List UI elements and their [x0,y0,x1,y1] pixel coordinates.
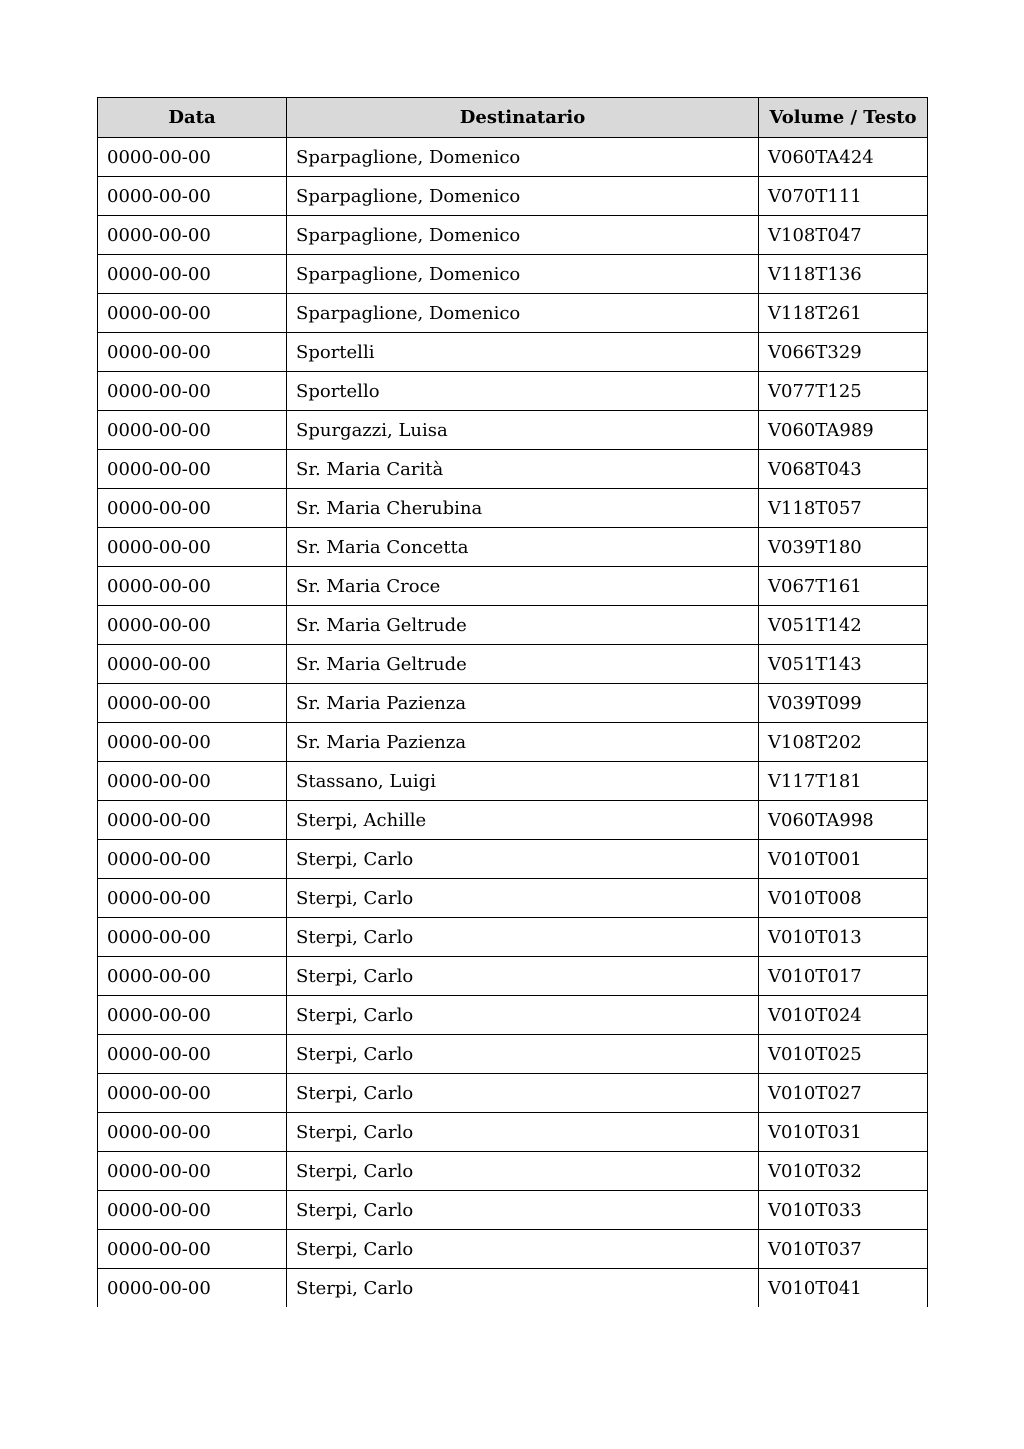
table-row [98,1269,928,1308]
table-row [98,957,928,996]
date-cell: 0000-00-00 [98,216,287,255]
volume-text-cell: V039T180 [759,528,928,567]
header-date: Data [98,98,287,138]
table-row [98,177,928,216]
recipient-cell: Sr. Maria Croce [287,567,759,606]
recipient-cell: Sparpaglione, Domenico [287,216,759,255]
header-row [98,98,928,138]
date-cell: 0000-00-00 [98,372,287,411]
table-row [98,918,928,957]
volume-text-cell: V051T143 [759,645,928,684]
date-cell: 0000-00-00 [98,567,287,606]
date-cell: 0000-00-00 [98,1230,287,1269]
recipient-cell: Sparpaglione, Domenico [287,177,759,216]
date-cell: 0000-00-00 [98,879,287,918]
table-row [98,528,928,567]
volume-text-cell: V010T025 [759,1035,928,1074]
volume-text-cell: V060TA424 [759,138,928,177]
date-cell: 0000-00-00 [98,957,287,996]
recipient-cell: Sterpi, Achille [287,801,759,840]
table-row [98,606,928,645]
date-cell: 0000-00-00 [98,1113,287,1152]
volume-text-cell: V117T181 [759,762,928,801]
date-cell: 0000-00-00 [98,996,287,1035]
recipient-cell: Sr. Maria Carità [287,450,759,489]
volume-text-cell: V077T125 [759,372,928,411]
volume-text-cell: V010T033 [759,1191,928,1230]
date-cell: 0000-00-00 [98,918,287,957]
volume-text-cell: V068T043 [759,450,928,489]
volume-text-cell: V010T024 [759,996,928,1035]
recipient-cell: Sparpaglione, Domenico [287,294,759,333]
table-row [98,567,928,606]
header-volume-text: Volume / Testo [759,98,928,138]
volume-text-cell: V039T099 [759,684,928,723]
volume-text-cell: V010T037 [759,1230,928,1269]
recipient-cell: Sterpi, Carlo [287,1035,759,1074]
date-cell: 0000-00-00 [98,723,287,762]
table-row [98,1152,928,1191]
date-cell: 0000-00-00 [98,528,287,567]
table-row [98,801,928,840]
table-row [98,1191,928,1230]
recipient-cell: Sterpi, Carlo [287,1269,759,1308]
recipient-cell: Sterpi, Carlo [287,1113,759,1152]
date-cell: 0000-00-00 [98,762,287,801]
date-cell: 0000-00-00 [98,1074,287,1113]
volume-text-cell: V010T032 [759,1152,928,1191]
recipient-cell: Sterpi, Carlo [287,840,759,879]
recipient-cell: Sr. Maria Concetta [287,528,759,567]
table-row [98,216,928,255]
date-cell: 0000-00-00 [98,333,287,372]
date-cell: 0000-00-00 [98,1152,287,1191]
table-header [98,98,928,138]
date-cell: 0000-00-00 [98,840,287,879]
table-row [98,450,928,489]
volume-text-cell: V010T013 [759,918,928,957]
volume-text-cell: V051T142 [759,606,928,645]
date-cell: 0000-00-00 [98,801,287,840]
date-cell: 0000-00-00 [98,684,287,723]
recipient-cell: Sportello [287,372,759,411]
volume-text-cell: V010T001 [759,840,928,879]
table-row [98,723,928,762]
recipient-cell: Sr. Maria Geltrude [287,606,759,645]
table-row [98,996,928,1035]
recipient-cell: Sr. Maria Geltrude [287,645,759,684]
date-cell: 0000-00-00 [98,1035,287,1074]
volume-text-cell: V010T027 [759,1074,928,1113]
table-row [98,1230,928,1269]
recipient-cell: Sterpi, Carlo [287,1074,759,1113]
date-cell: 0000-00-00 [98,411,287,450]
recipient-cell: Sr. Maria Pazienza [287,684,759,723]
volume-text-cell: V118T261 [759,294,928,333]
recipient-cell: Sterpi, Carlo [287,1191,759,1230]
recipient-cell: Sterpi, Carlo [287,1152,759,1191]
recipient-cell: Sparpaglione, Domenico [287,138,759,177]
volume-text-cell: V010T041 [759,1269,928,1308]
date-cell: 0000-00-00 [98,177,287,216]
table-row [98,762,928,801]
date-cell: 0000-00-00 [98,450,287,489]
recipient-cell: Sterpi, Carlo [287,996,759,1035]
table-row [98,372,928,411]
volume-text-cell: V060TA989 [759,411,928,450]
table-row [98,1113,928,1152]
recipient-cell: Sr. Maria Pazienza [287,723,759,762]
volume-text-cell: V066T329 [759,333,928,372]
table-row [98,1074,928,1113]
volume-text-cell: V060TA998 [759,801,928,840]
table-row [98,489,928,528]
volume-text-cell: V010T017 [759,957,928,996]
table-row [98,879,928,918]
table-row [98,255,928,294]
volume-text-cell: V118T136 [759,255,928,294]
recipient-cell: Sterpi, Carlo [287,1230,759,1269]
volume-text-cell: V010T031 [759,1113,928,1152]
recipient-cell: Sterpi, Carlo [287,957,759,996]
date-cell: 0000-00-00 [98,489,287,528]
header-recipient: Destinatario [287,98,759,138]
table-row [98,1035,928,1074]
recipient-cell: Sr. Maria Cherubina [287,489,759,528]
recipient-cell: Stassano, Luigi [287,762,759,801]
date-cell: 0000-00-00 [98,606,287,645]
date-cell: 0000-00-00 [98,645,287,684]
volume-text-cell: V108T047 [759,216,928,255]
date-cell: 0000-00-00 [98,294,287,333]
recipient-cell: Sterpi, Carlo [287,918,759,957]
recipient-cell: Sparpaglione, Domenico [287,255,759,294]
volume-text-cell: V070T111 [759,177,928,216]
letters-index-table [97,97,928,1307]
table-row [98,840,928,879]
table-row [98,333,928,372]
volume-text-cell: V118T057 [759,489,928,528]
recipient-cell: Spurgazzi, Luisa [287,411,759,450]
table-row [98,645,928,684]
volume-text-cell: V108T202 [759,723,928,762]
recipient-cell: Sportelli [287,333,759,372]
table-body [98,138,928,1308]
date-cell: 0000-00-00 [98,1191,287,1230]
table-row [98,294,928,333]
date-cell: 0000-00-00 [98,138,287,177]
date-cell: 0000-00-00 [98,255,287,294]
date-cell: 0000-00-00 [98,1269,287,1308]
table-row [98,684,928,723]
table-row [98,138,928,177]
volume-text-cell: V067T161 [759,567,928,606]
recipient-cell: Sterpi, Carlo [287,879,759,918]
table-row [98,411,928,450]
volume-text-cell: V010T008 [759,879,928,918]
